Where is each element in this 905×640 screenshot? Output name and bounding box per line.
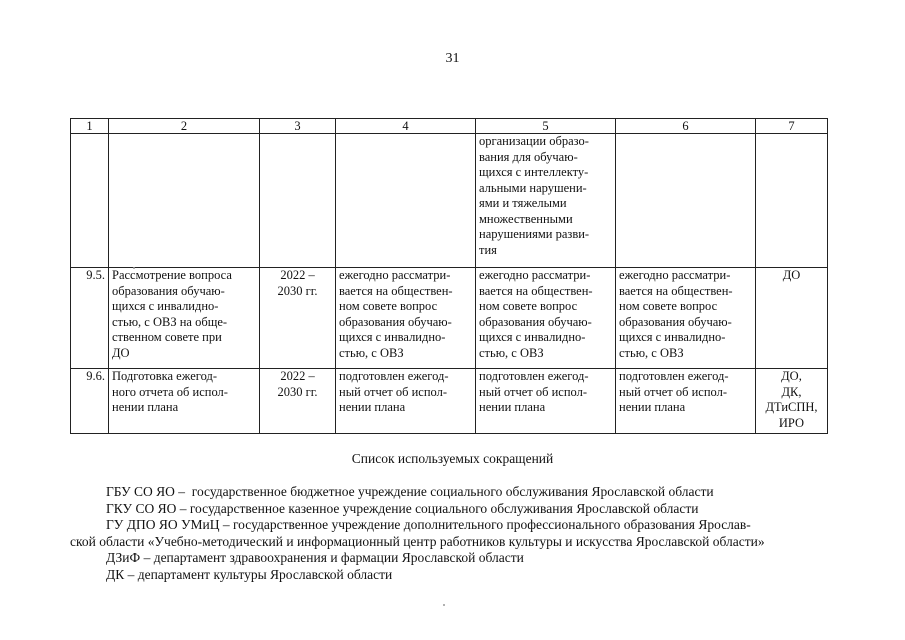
table-cell: [71, 134, 109, 268]
column-header: 3: [260, 119, 336, 134]
scan-speck: [443, 604, 445, 606]
table-row: [71, 134, 828, 268]
column-header: 5: [476, 119, 616, 134]
column-header: 2: [109, 119, 260, 134]
column-header: 7: [756, 119, 828, 134]
table-cell: [756, 134, 828, 268]
table-cell: подготовлен ежегод- ный отчет об испол- нении плана: [476, 369, 616, 434]
table-cell: [336, 134, 476, 268]
table-cell: Подготовка ежегод- ного отчета об испол- нении плана: [109, 369, 260, 434]
table-cell: организации образо- вания для обучаю- щихся с интеллекту- альными нарушени- ями и тяжелыми множественными нарушениями разви- тия: [476, 134, 616, 268]
page-number: 31: [445, 51, 460, 66]
table-cell: 2022 – 2030 гг.: [260, 369, 336, 434]
abbreviation-item: ГБУ СО ЯО – государственное бюджетное учреждение социального обслуживания Ярославской области: [106, 484, 714, 499]
abbreviation-item: ДЗиФ – департамент здравоохранения и фармации Ярославской области: [106, 550, 524, 565]
table-cell: [109, 134, 260, 268]
table-cell: ДО, ДК, ДТиСПН, ИРО: [756, 369, 828, 434]
table-cell: 2022 – 2030 гг.: [260, 268, 336, 369]
table-cell: 9.6.: [71, 369, 109, 434]
table-cell: 9.5.: [71, 268, 109, 369]
table-header-row: [71, 119, 828, 134]
abbreviation-item: ГКУ СО ЯО – государственное казенное учреждение социального обслуживания Ярославской области: [106, 500, 699, 516]
table-cell: [616, 134, 756, 268]
column-header: 1: [71, 119, 109, 134]
scan-speck: [133, 267, 135, 269]
abbreviations-list: [70, 484, 827, 583]
abbreviation-item: ГУ ДПО ЯО УМиЦ – государственное учреждение дополнительного профессионального образования Ярослав-: [106, 517, 751, 532]
table-cell: Рассмотрение вопроса образования обучаю- щихся с инвалидно- стью, с ОВЗ на обще- ственном совете при ДО: [109, 268, 260, 369]
table-cell: ежегодно рассматри- вается на обществен- ном совете вопрос образования обучаю- щихся с инвалидно- стью, с ОВЗ: [336, 268, 476, 369]
table-cell: ежегодно рассматри- вается на обществен- ном совете вопрос образования обучаю- щихся с инвалидно- стью, с ОВЗ: [476, 268, 616, 369]
table-cell: подготовлен ежегод- ный отчет об испол- нении плана: [616, 369, 756, 434]
column-header: 6: [616, 119, 756, 134]
table-cell: ежегодно рассматри- вается на обществен- ном совете вопрос образования обучаю- щихся с инвалидно- стью, с ОВЗ: [616, 268, 756, 369]
table-cell: [260, 134, 336, 268]
abbreviations-title: Список используемых сокращений: [351, 451, 554, 466]
table-cell: подготовлен ежегод- ный отчет об испол- нении плана: [336, 369, 476, 434]
abbreviation-item-continuation: ской области «Учебно-методический и информационный центр работников культуры и искусства Ярославской области»: [70, 533, 765, 549]
abbreviation-item: ДК – департамент культуры Ярославской области: [106, 566, 393, 582]
table-row: [71, 268, 828, 369]
table-cell: ДО: [756, 268, 828, 369]
plan-table: [70, 118, 828, 434]
table-row: [71, 369, 828, 434]
column-header: 4: [336, 119, 476, 134]
